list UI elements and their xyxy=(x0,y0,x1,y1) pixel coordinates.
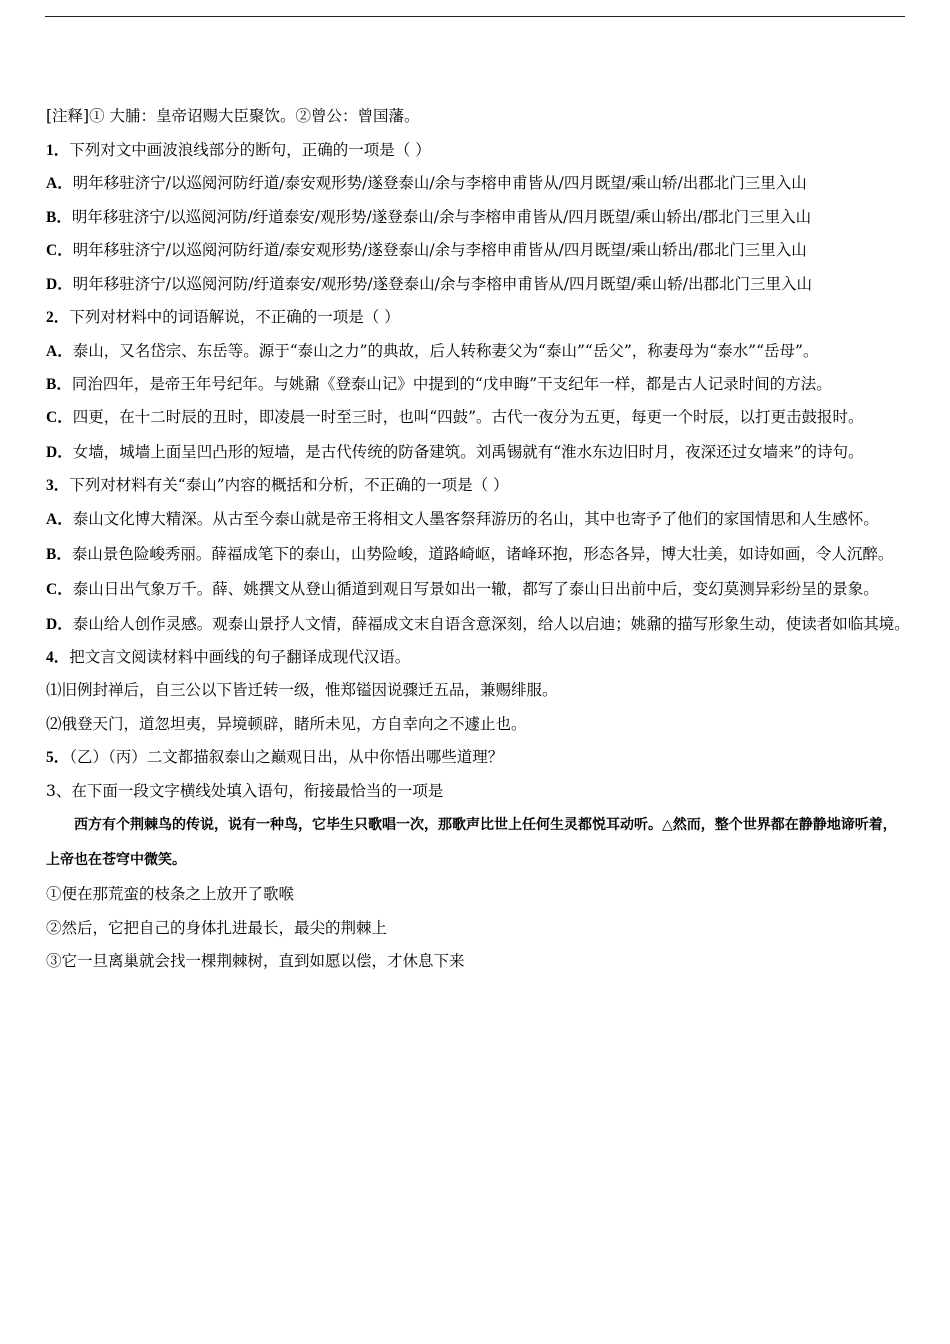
q2-option-b xyxy=(46,368,910,402)
option-label: A． xyxy=(46,175,73,192)
option-label: C． xyxy=(46,242,73,259)
annotation-note: [注释]① 大脯：皇帝诏赐大臣聚饮。②曾公：曾国藩。 xyxy=(46,107,420,125)
option-label: C． xyxy=(46,409,73,426)
q4-item-1 xyxy=(46,674,910,708)
q2-option-c xyxy=(46,399,910,436)
item-label: ③ xyxy=(46,952,62,970)
question-text: 把文言文阅读材料中画线的句子翻译成现代汉语。 xyxy=(69,647,411,666)
quoted-passage: 西方有个荆棘鸟的传说，说有一种鸟，它毕生只歌唱一次，那歌声比世上任何生灵都悦耳动听。△然而，整个世界都在静静地谛听着，上帝也在苍穹中微笑。 xyxy=(46,817,897,868)
option-text: 明年移驻济宁/以巡阅河防纡道/泰安观形势/遂登泰山/余与李榕申甫皆从/四月既望/乘山轿/出郡北门三里入山 xyxy=(72,174,807,192)
q3-option-b xyxy=(46,536,910,573)
q3-option-d xyxy=(46,606,910,643)
question-6-stem xyxy=(46,775,910,809)
option-text: 泰山日出气象万千。薛、姚撰文从登山循道到观日写景如出一辙，都写了泰山日出前中后，变幻莫测异彩纷呈的景象。 xyxy=(72,579,879,598)
option-label: A． xyxy=(46,510,73,528)
q6-item-2 xyxy=(46,912,910,946)
item-label: ⑵ xyxy=(46,715,62,733)
question-number: 3． xyxy=(46,477,70,494)
question-text: 下列对材料有关“泰山”内容的概括和分析，不正确的一项是（ ） xyxy=(69,476,509,494)
option-text: 泰山，又名岱宗、东岳等。源于“泰山之力”的典故，后人转称妻父为“泰山”“岳父”，称妻母为“泰水”“岳母”。 xyxy=(72,341,819,360)
option-text: 泰山给人创作灵感。观泰山景抒人文情，薛福成文末自语含意深刻，给人以启迪；姚鼐的描写形象生动，使读者如临其境。 xyxy=(72,614,910,633)
question-text: （乙）（丙）二文都描叙泰山之巅观日出，从中你悟出哪些道理？ xyxy=(69,748,504,766)
item-text: 便在那荒蛮的枝条之上放开了歌喉 xyxy=(61,885,295,903)
question-number: 1． xyxy=(46,141,70,159)
option-label: D． xyxy=(46,615,73,633)
q2-option-d xyxy=(46,434,910,471)
option-label: D． xyxy=(46,275,73,293)
question-number: 4． xyxy=(46,648,70,666)
q1-option-c xyxy=(46,234,910,268)
q2-option-a xyxy=(46,333,910,370)
option-text: 同治四年，是帝王年号纪年。与姚鼐《登泰山记》中提到的“戊申晦”干支纪年一样，都是古人记录时间的方法。 xyxy=(71,374,832,393)
question-3-stem xyxy=(46,469,910,503)
question-5-stem xyxy=(46,741,910,775)
option-label: B． xyxy=(46,375,72,393)
item-label: ⑴ xyxy=(46,682,62,699)
document-body xyxy=(46,100,910,979)
option-text: 泰山文化博大精深。从古至今泰山就是帝王将相文人墨客祭拜游历的名山，其中也寄予了他们的家国情思和人生感怀。 xyxy=(72,509,879,528)
q3-option-c xyxy=(46,571,910,608)
item-text: 俄登天门，道忽坦夷，异境顿辟，睹所未见，方自幸向之不遽止也。 xyxy=(61,714,527,733)
question-4-stem xyxy=(46,641,910,675)
q3-option-a xyxy=(46,501,910,538)
q4-item-2 xyxy=(46,708,910,742)
option-label: D． xyxy=(46,444,73,461)
question-text: 在下面一段文字横线处填入语句，衔接最恰当的一项是 xyxy=(71,781,444,800)
question-1-stem xyxy=(46,134,910,168)
option-label: B． xyxy=(46,208,72,226)
question-number: 2． xyxy=(46,309,70,326)
option-text: 四更，在十二时辰的丑时，即凌晨一时至三时，也叫“四鼓”。古代一夜分为五更，每更一个时辰，以打更击鼓报时。 xyxy=(72,408,864,426)
option-text: 女墙，城墙上面呈凹凸形的短墙，是古代传统的防备建筑。刘禹锡就有“淮水东边旧时月，夜深还过女墙来”的诗句。 xyxy=(72,443,864,461)
question-text: 下列对文中画波浪线部分的断句，正确的一项是（ ） xyxy=(69,140,431,159)
question-text: 下列对材料中的词语解说，不正确的一项是（ ） xyxy=(69,308,400,326)
item-text: 旧例封禅后，自三公以下皆迁转一级，惟郑镒因说骤迁五品，兼赐绯服。 xyxy=(61,681,558,699)
q6-item-3 xyxy=(46,945,910,979)
option-label: C． xyxy=(46,580,73,598)
option-text: 明年移驻济宁/以巡阅河防纡道/泰安观形势/遂登泰山/余与李榕申甫皆从/四月既望/乘山轿出/郡北门三里入山 xyxy=(72,241,807,259)
item-text: 它一旦离巢就会找一棵荆棘树，直到如愿以偿，才休息下来 xyxy=(61,952,465,970)
q1-option-b xyxy=(46,201,910,235)
q1-option-a xyxy=(46,167,910,201)
option-text: 明年移驻济宁/以巡阅河防/纡道泰安/观形势/遂登泰山/余与李榕申甫皆从/四月既望/乘山轿/出郡北门三里入山 xyxy=(72,274,812,293)
question-2-stem xyxy=(46,301,910,335)
option-label: A． xyxy=(46,342,73,360)
item-label: ② xyxy=(46,918,62,937)
question-number: 3、 xyxy=(46,781,72,800)
option-label: B． xyxy=(46,545,72,563)
item-text: 然后，它把自己的身体扎进最长，最尖的荆棘上 xyxy=(61,918,388,937)
item-label: ① xyxy=(46,885,62,903)
question-number: 5． xyxy=(46,749,70,766)
q6-item-1 xyxy=(46,878,910,912)
option-text: 泰山景色险峻秀丽。薛福成笔下的泰山，山势险峻，道路崎岖，诸峰环抱，形态各异，博大壮美，如诗如画，令人沉醉。 xyxy=(71,544,894,563)
q1-option-d xyxy=(46,268,910,302)
header-rule xyxy=(45,16,905,17)
option-text: 明年移驻济宁/以巡阅河防/纡道泰安/观形势/遂登泰山/余与李榕申甫皆从/四月既望/乘山轿出/郡北门三里入山 xyxy=(71,207,812,226)
